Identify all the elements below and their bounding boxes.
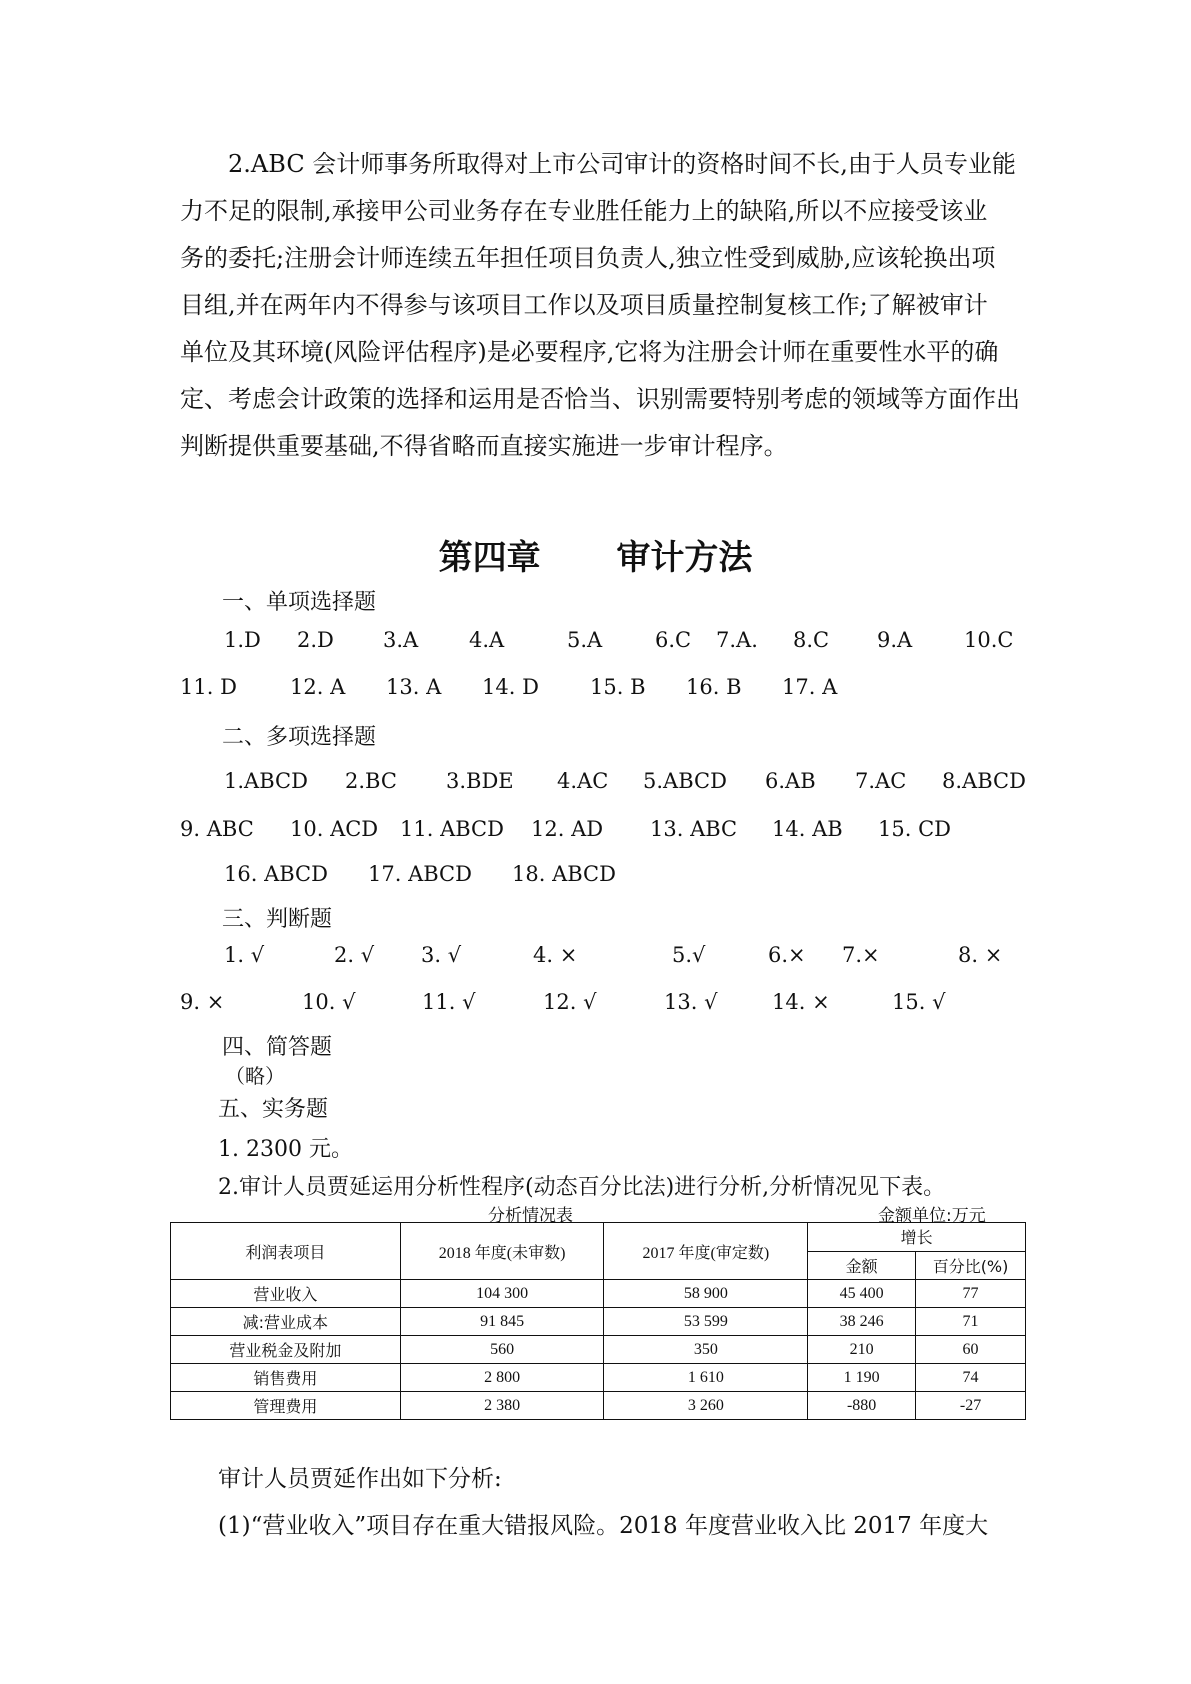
row-label: 销售费用 [171,1364,401,1392]
analysis-point-1: (1)“营业收入”项目存在重大错报风险。2018 年度营业收入比 2017 年度大 [218,1513,989,1539]
cell-amount: 45 400 [808,1280,916,1308]
answer: 12. AD [531,817,604,841]
answer: 11. D [180,675,237,699]
answer: 3.A [383,628,419,652]
cell-percent: 71 [916,1308,1026,1336]
cell-2017: 3 260 [604,1392,808,1420]
answer: 7.AC [855,769,907,793]
answer: 12. √ [543,990,597,1014]
answer: 9. ABC [180,817,254,841]
answer: 12. A [290,675,346,699]
answer: 8.ABCD [942,769,1026,793]
answer: 10. ACD [290,817,379,841]
cell-2018: 2 380 [400,1392,604,1420]
paragraph-line: 力不足的限制,承接甲公司业务存在专业胜任能力上的缺陷,所以不应接受该业 [180,197,988,225]
cell-amount: 210 [808,1336,916,1364]
header-2017: 2017 年度(审定数) [604,1223,808,1280]
answer: 1. √ [224,943,265,967]
answer: 10. √ [302,990,356,1014]
paragraph-line: 目组,并在两年内不得参与该项目工作以及项目质量控制复核工作;了解被审计 [180,291,988,319]
header-2018: 2018 年度(未审数) [400,1223,604,1280]
answer: 4.AC [557,769,609,793]
cell-2017: 53 599 [604,1308,808,1336]
answer: 18. ABCD [512,862,616,886]
single-choice-heading: 一、单项选择题 [222,590,377,615]
answer: 16. B [686,675,742,699]
cell-percent: 74 [916,1364,1026,1392]
answer: 5.A [567,628,603,652]
cell-2018: 2 800 [400,1364,604,1392]
table-title: 分析情况表 [488,1206,573,1226]
answer: 7.A. [716,628,758,652]
answer: 10.C [964,628,1014,652]
multiple-choice-heading: 二、多项选择题 [222,725,377,750]
answer: 2. √ [334,943,375,967]
cell-percent: 60 [916,1336,1026,1364]
answer: 13. ABC [650,817,738,841]
header-item: 利润表项目 [171,1223,401,1280]
paragraph-line: 单位及其环境(风险评估程序)是必要程序,它将为注册会计师在重要性水平的确 [180,338,999,366]
answer: 2.D [297,628,334,652]
answer: 3.BDE [446,769,514,793]
answer: 14. AB [772,817,843,841]
answer: 1.D [224,628,261,652]
header-percent: 百分比(%) [916,1251,1026,1280]
paragraph-line: 判断提供重要基础,不得省略而直接实施进一步审计程序。 [180,432,788,460]
cell-2017: 58 900 [604,1280,808,1308]
answer: 13. √ [664,990,718,1014]
paragraph-line: 定、考虑会计政策的选择和运用是否恰当、识别需要特别考虑的领域等方面作出 [180,385,1020,413]
answer: 4. × [533,943,578,967]
answer: 15. B [590,675,646,699]
answer: 15. √ [892,990,946,1014]
answer: 14. × [772,990,830,1014]
answer: 16. ABCD [224,862,328,886]
row-label: 营业收入 [171,1280,401,1308]
paragraph-line: 2.ABC 会计师事务所取得对上市公司审计的资格时间不长,由于人员专业能 [228,150,1016,178]
table-unit: 金额单位:万元 [878,1206,986,1226]
answer: 8.C [793,628,830,652]
true-false-heading: 三、判断题 [222,907,333,932]
table-row [171,1280,1026,1308]
practice-item-2: 2.审计人员贾延运用分析性程序(动态百分比法)进行分析,分析情况见下表。 [218,1175,946,1200]
practice-heading: 五、实务题 [218,1097,329,1122]
chapter-name: 审计方法 [616,538,753,578]
intro-paragraph [180,141,1018,470]
answer: 6.C [655,628,692,652]
analysis-intro: 审计人员贾延作出如下分析: [218,1466,502,1492]
cell-percent: 77 [916,1280,1026,1308]
answer: 7.× [842,943,880,967]
answer: 11. √ [422,990,476,1014]
chapter-number: 第四章 [438,538,541,578]
answer: 2.BC [345,769,397,793]
answer: 9.A [877,628,913,652]
answer: 14. D [482,675,539,699]
header-amount: 金额 [808,1251,916,1280]
answer: 3. √ [421,943,462,967]
analysis-table [170,1222,1026,1420]
answer: 1.ABCD [224,769,308,793]
row-label: 管理费用 [171,1392,401,1420]
cell-2018: 104 300 [400,1280,604,1308]
answer: 11. ABCD [400,817,504,841]
header-growth: 增长 [808,1223,1026,1252]
answer: 17. A [782,675,838,699]
table-row [171,1336,1026,1364]
table-row [171,1308,1026,1336]
answer: 6.× [768,943,806,967]
paragraph-line: 务的委托;注册会计师连续五年担任项目负责人,独立性受到威胁,应该轮换出项 [180,244,996,272]
row-label: 营业税金及附加 [171,1336,401,1364]
answer: 13. A [386,675,442,699]
short-answer-note: （略） [225,1064,285,1088]
cell-percent: -27 [916,1392,1026,1420]
table-row [171,1364,1026,1392]
cell-2017: 350 [604,1336,808,1364]
chapter-title [0,530,1191,579]
answer: 6.AB [765,769,816,793]
answer: 9. × [180,990,225,1014]
answer: 8. × [958,943,1003,967]
answer: 17. ABCD [368,862,472,886]
answer: 5.ABCD [643,769,727,793]
cell-2018: 91 845 [400,1308,604,1336]
cell-amount: 1 190 [808,1364,916,1392]
short-answer-heading: 四、简答题 [222,1035,333,1060]
answer: 4.A [469,628,505,652]
cell-amount: -880 [808,1392,916,1420]
row-label: 减:营业成本 [171,1308,401,1336]
practice-item-1: 1. 2300 元。 [218,1137,353,1162]
cell-amount: 38 246 [808,1308,916,1336]
cell-2018: 560 [400,1336,604,1364]
answer: 15. CD [878,817,951,841]
answer: 5.√ [672,943,706,967]
table-row [171,1392,1026,1420]
cell-2017: 1 610 [604,1364,808,1392]
